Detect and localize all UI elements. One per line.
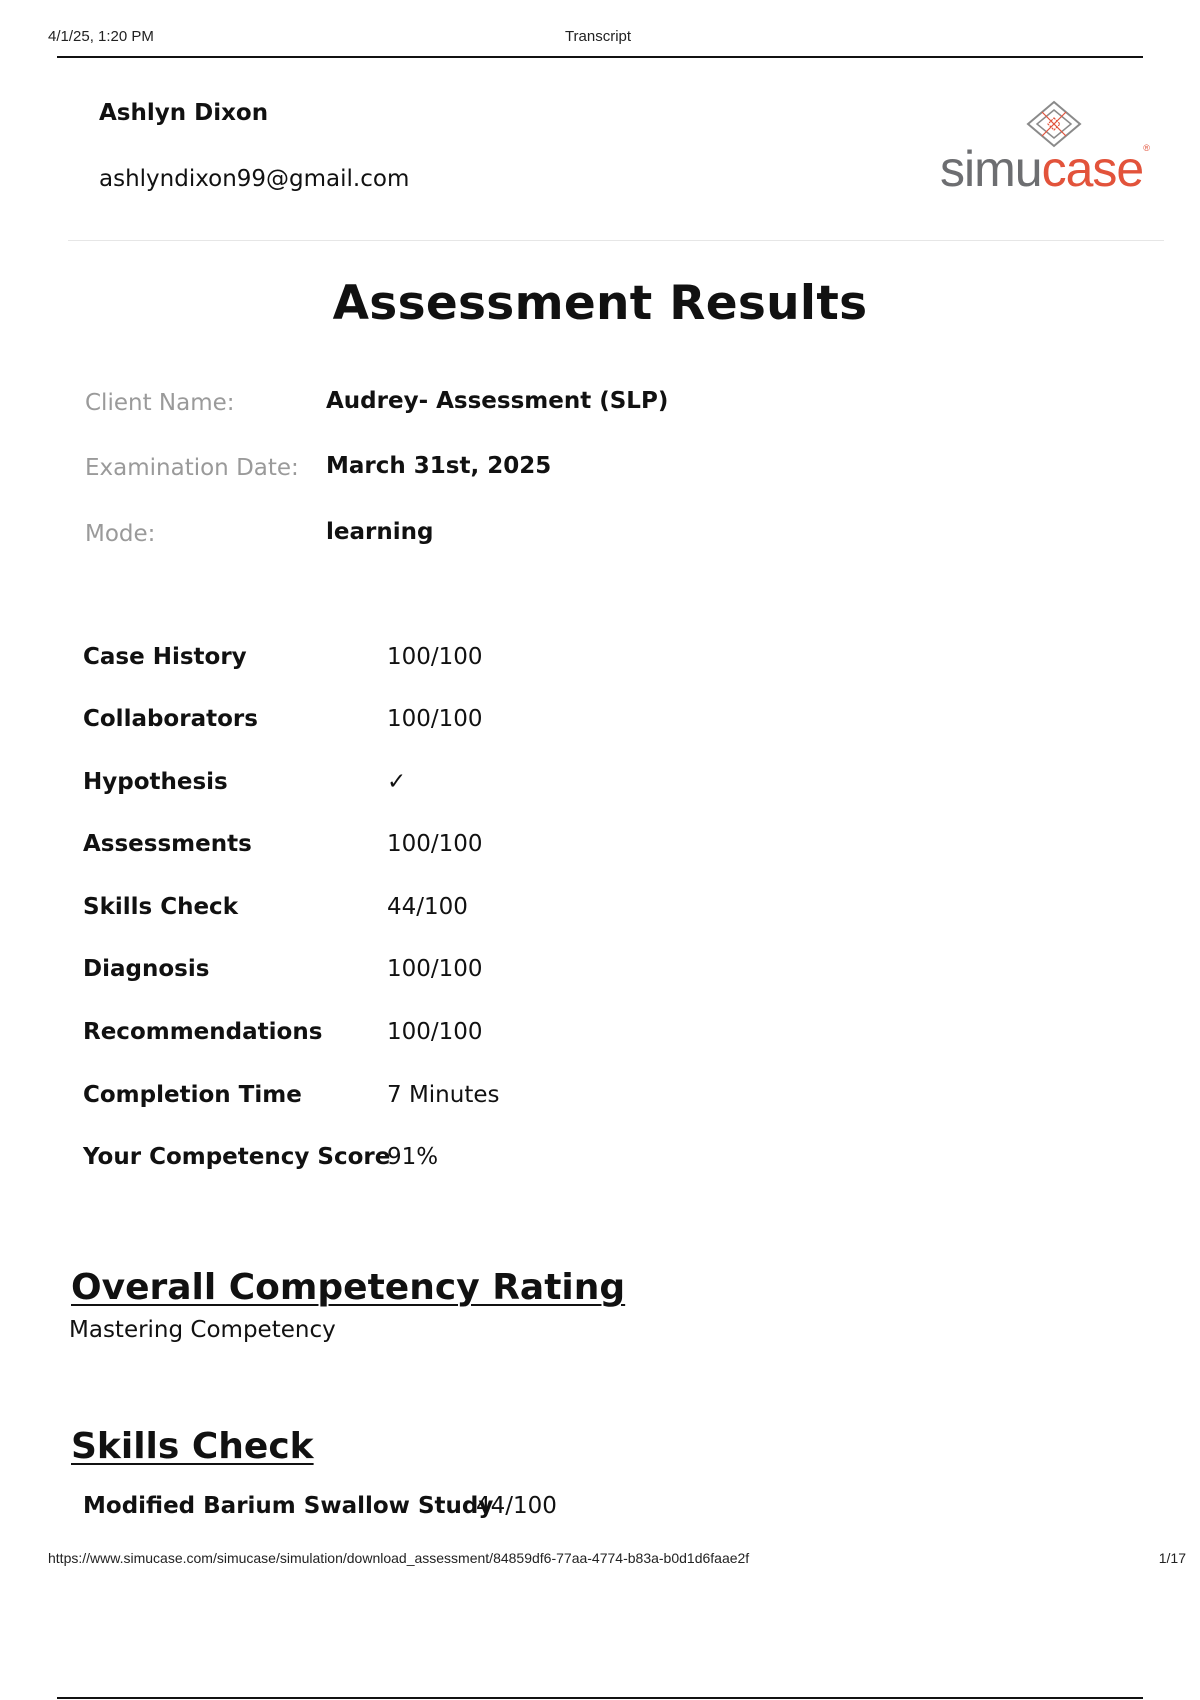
meta-value: learning (326, 519, 434, 545)
score-value: 100/100 (387, 831, 483, 857)
overall-rating-value: Mastering Competency (69, 1317, 336, 1343)
meta-value: Audrey- Assessment (SLP) (326, 388, 669, 414)
skills-check-heading: Skills Check (71, 1426, 314, 1467)
score-value: 100/100 (387, 644, 483, 670)
section-divider (68, 240, 1164, 241)
score-label: Hypothesis (83, 769, 228, 795)
logo-wordmark (940, 141, 1149, 197)
score-label: Recommendations (83, 1019, 323, 1045)
score-value: 100/100 (387, 956, 483, 982)
footer-divider (57, 1697, 1143, 1699)
logo-text-simu: simu (940, 141, 1042, 197)
score-value: 100/100 (387, 706, 483, 732)
overall-rating-heading: Overall Competency Rating (71, 1267, 626, 1308)
meta-label: Mode: (85, 521, 156, 547)
meta-label: Examination Date: (85, 455, 299, 481)
score-value: 44/100 (387, 894, 468, 920)
simucase-logo (940, 100, 1170, 200)
page-number: 1/17 (1158, 1550, 1186, 1566)
print-header (48, 28, 1152, 58)
meta-label: Client Name: (85, 390, 235, 416)
score-label: Your Competency Score (83, 1144, 391, 1170)
logo-text-case: case (1041, 141, 1144, 197)
score-label: Assessments (83, 831, 252, 857)
user-email: ashlyndixon99@gmail.com (99, 166, 410, 192)
print-footer (48, 1550, 1186, 1574)
score-label: Collaborators (83, 706, 258, 732)
print-title: Transcript (564, 28, 632, 45)
print-date: 4/1/25, 1:20 PM (48, 28, 154, 45)
score-value: 91% (387, 1144, 439, 1170)
logo-registered-mark: ® (1143, 143, 1149, 153)
score-value: 100/100 (387, 1019, 483, 1045)
skill-value: 44/100 (476, 1493, 557, 1519)
score-label: Skills Check (83, 894, 238, 920)
score-label: Diagnosis (83, 956, 210, 982)
page-url: https://www.simucase.com/simucase/simulation/download_assessment/84859df6-77aa-4774-b83a-b0d1d6faae2f (48, 1550, 750, 1566)
score-value: 7 Minutes (387, 1082, 500, 1108)
checkmark-icon: ✓ (387, 769, 407, 795)
score-label: Case History (83, 644, 247, 670)
skill-label: Modified Barium Swallow Study (83, 1493, 494, 1519)
meta-value: March 31st, 2025 (326, 453, 552, 479)
user-name: Ashlyn Dixon (99, 100, 269, 126)
page-title: Assessment Results (332, 276, 868, 331)
header-divider (57, 56, 1143, 58)
score-label: Completion Time (83, 1082, 302, 1108)
